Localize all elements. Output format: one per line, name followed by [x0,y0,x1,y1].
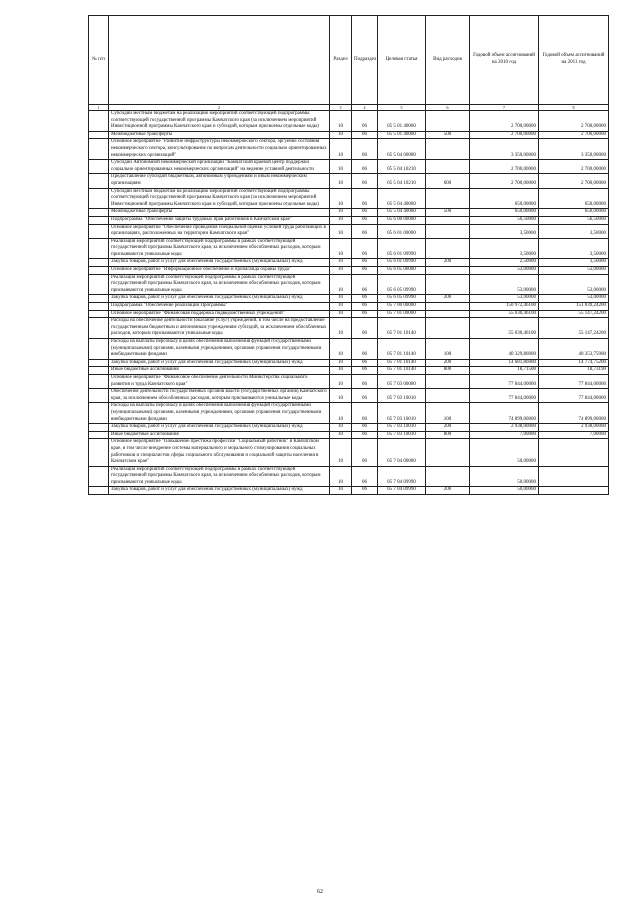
column-number: 4 [352,105,378,111]
row-name-cell: Субсидии Автономной некоммерческой организации "Камчатский краевой центр поддержки социально ориентированных некоммерческих организаций" на ведение уставной деятельности [109,160,330,174]
row-number-cell [89,303,109,311]
header-expense-type: Вид расходов [426,16,470,105]
row-name-cell: Закупка товаров, работ и услуг для обеспечения государственных (муниципальных) нужд [109,359,330,367]
row-name-cell: Основное мероприятие "Финансовая поддержка подведомственных учреждений" [109,310,330,318]
row-subsection-cell: 06 [352,424,378,432]
row-expense-type-cell [426,466,470,487]
row-volume-2011-cell [539,487,609,495]
row-target-article-cell: 05 6 01 09990 [378,259,426,267]
row-section-cell: 10 [330,359,352,367]
row-expense-type-cell [426,224,470,238]
row-name-cell: Субсидии местным бюджетам на реализацию мероприятий соответствующей подпрограммы соответствующей государственной программы Камчатского края (за исключением мероприятий Инвестиционной программы Камчатского края и субсидий, которым присвоены отдельные коды) [109,111,330,132]
row-number-cell [89,224,109,238]
row-volume-2010-cell: 56,50000 [470,216,539,224]
row-name-cell: Расходы на выплаты персоналу в целях обеспечения выполнения функций государственными (муниципальными) органами, казенными учреждениями, органами управления государственными внебюджетными фондами [109,403,330,424]
row-volume-2010-cell: 74 899,00000 [470,403,539,424]
row-expense-type-cell [426,318,470,339]
table-row [89,466,609,487]
header-target-article: Целевая статья [378,16,426,105]
row-target-article-cell: 05 7 04 09990 [378,487,426,495]
row-volume-2010-cell: 2,50000 [470,259,539,267]
row-section-cell: 10 [330,131,352,139]
row-section-cell: 10 [330,374,352,388]
row-section-cell: 10 [330,295,352,303]
row-target-article-cell: 05 6 01 09990 [378,238,426,259]
row-number-cell [89,439,109,466]
row-volume-2010-cell: 55 030,46100 [470,318,539,339]
row-volume-2011-cell [539,439,609,466]
row-volume-2011-cell: 40 353,75900 [539,339,609,360]
row-name-cell: Расходы на обеспечение деятельности (оказание услуг) учреждений, в том числе на предоставление государственным бюджетным и автономным учреждениям субсидий, за исключением обособленных расходов, которым присваиваются уникальные коды [109,318,330,339]
row-expense-type-cell [426,389,470,403]
row-section-cell: 10 [330,188,352,209]
row-expense-type-cell [426,303,470,311]
row-target-article-cell: 05 7 04 00000 [378,439,426,466]
row-name-cell: Субсидии местным бюджетам на реализацию мероприятий соответствующей подпрограммы соответствующей государственной программы Камчатского края (за исключением мероприятий Инвестиционной программы Камчатского края и субсидий, которым присвоены отдельные коды) [109,188,330,209]
row-section-cell: 10 [330,318,352,339]
row-section-cell: 10 [330,238,352,259]
row-volume-2010-cell: 650,00000 [470,188,539,209]
row-number-cell [89,359,109,367]
row-expense-type-cell [426,238,470,259]
row-target-article-cell: 05 7 03 10010 [378,403,426,424]
row-target-article-cell: 05 6 00 00000 [378,216,426,224]
row-number-cell [89,259,109,267]
row-number-cell [89,310,109,318]
row-volume-2011-cell: 3,50000 [539,259,609,267]
row-name-cell: Иные бюджетные ассигнования [109,431,330,439]
row-subsection-cell: 06 [352,367,378,375]
header-volume-2010: Годовой объем ассигнований на 2010 год [470,16,539,105]
row-target-article-cell: 05 5 04 10210 [378,160,426,174]
row-number-cell [89,295,109,303]
row-expense-type-cell [426,139,470,160]
row-subsection-cell: 06 [352,466,378,487]
table-row [89,303,609,311]
row-target-article-cell: 05 7 03 10010 [378,389,426,403]
table-row [89,318,609,339]
row-section-cell: 10 [330,389,352,403]
row-volume-2011-cell: 3,50000 [539,238,609,259]
row-name-cell: Расходы на выплаты персоналу в целях обеспечения выполнения функций государственными (муниципальными) органами, казенными учреждениями, органами управления государственными внебюджетными фондами [109,339,330,360]
row-volume-2011-cell: 2 700,00000 [539,131,609,139]
header-volume-2011: Годовой объем ассигнований на 2011 год [539,16,609,105]
row-expense-type-cell [426,216,470,224]
row-volume-2011-cell [539,466,609,487]
table-row [89,209,609,217]
row-subsection-cell: 06 [352,310,378,318]
row-number-cell [89,431,109,439]
row-section-cell: 10 [330,367,352,375]
row-target-article-cell: 05 7 00 00000 [378,303,426,311]
row-volume-2010-cell: 2 700,00000 [470,131,539,139]
row-section-cell: 10 [330,274,352,295]
row-expense-type-cell [426,188,470,209]
row-name-cell: Межбюджетные трансферты [109,131,330,139]
row-target-article-cell: 05 7 01 00000 [378,310,426,318]
row-expense-type-cell [426,274,470,295]
row-subsection-cell: 06 [352,111,378,132]
row-number-cell [89,174,109,188]
row-target-article-cell: 05 5 04 00000 [378,139,426,160]
column-number: 6 [426,105,470,111]
table-row [89,131,609,139]
row-name-cell: Реализация мероприятий соответствующей подпрограммы в рамках соответствующей государственной программы Камчатского края, за исключением обособленных расходов, которым присваиваются уникальные коды [109,466,330,487]
row-expense-type-cell [426,267,470,275]
row-number-cell [89,389,109,403]
row-target-article-cell: 05 7 01 10140 [378,359,426,367]
row-number-cell [89,424,109,432]
row-expense-type-cell: 200 [426,359,470,367]
row-target-article-cell: 05 5 01 40060 [378,131,426,139]
table-row [89,174,609,188]
row-volume-2010-cell: 150 972,46100 [470,303,539,311]
row-volume-2011-cell: 3 350,00000 [539,139,609,160]
table-row [89,367,609,375]
row-volume-2010-cell: 2 938,00000 [470,424,539,432]
row-volume-2011-cell: 7,00000 [539,431,609,439]
row-section-cell: 10 [330,303,352,311]
row-name-cell: Основное мероприятие "Развитие инфраструктуры некоммерческого сектора, эргуе​ние состояния некоммерческого сектора, консультирование по вопросам деятельности социально ориентированных некоммерческих организаций" [109,139,330,160]
row-subsection-cell: 06 [352,487,378,495]
row-section-cell: 10 [330,139,352,160]
row-number-cell [89,267,109,275]
row-expense-type-cell [426,160,470,174]
row-target-article-cell: 05 7 04 09990 [378,466,426,487]
row-expense-type-cell: 800 [426,367,470,375]
row-expense-type-cell [426,374,470,388]
row-section-cell: 10 [330,487,352,495]
table-row [89,267,609,275]
row-number-cell [89,111,109,132]
row-name-cell: Основное мероприятие "Обеспечение проведения специальной оценки условий труда работающих в организациях, расположенных на территории Камчатского края" [109,224,330,238]
table-row [89,424,609,432]
page-number: 62 [317,889,323,895]
row-name-cell: Основное мероприятие "Информационное обеспечение и пропаганда охраны труда" [109,267,330,275]
row-volume-2010-cell: 2 700,00000 [470,111,539,132]
table-row [89,487,609,495]
row-volume-2011-cell: 74 899,00000 [539,403,609,424]
table-row [89,238,609,259]
row-volume-2011-cell: 53,00000 [539,274,609,295]
table-row [89,274,609,295]
row-section-cell: 10 [330,209,352,217]
row-volume-2010-cell: 7,00000 [470,431,539,439]
row-target-article-cell: 05 5 04 10210 [378,174,426,188]
table-row [89,389,609,403]
row-volume-2010-cell: 77 844,00000 [470,374,539,388]
row-number-cell [89,487,109,495]
column-number: 2 [109,105,330,111]
row-target-article-cell: 05 7 01 10140 [378,318,426,339]
row-subsection-cell: 06 [352,359,378,367]
row-volume-2010-cell: 77 844,00000 [470,389,539,403]
table-row [89,431,609,439]
row-name-cell: Закупка товаров, работ и услуг для обеспечения государственных (муниципальных) нужд [109,424,330,432]
table-row [89,339,609,360]
row-subsection-cell: 06 [352,295,378,303]
row-number-cell [89,216,109,224]
table-row [89,310,609,318]
row-volume-2010-cell: 18,71500 [470,367,539,375]
row-volume-2010-cell: 50,00000 [470,487,539,495]
row-subsection-cell: 06 [352,267,378,275]
row-section-cell: 10 [330,111,352,132]
row-subsection-cell: 06 [352,339,378,360]
row-name-cell: Реализация мероприятий соответствующей подпрограммы в рамках соответствующей государственной программы Камчатского края, за исключением обособленных расходов, которым присваиваются уникальные коды [109,274,330,295]
row-volume-2011-cell: 2 700,00000 [539,111,609,132]
row-name-cell: Подпрограмма "Обеспечение реализации Программы" [109,303,330,311]
row-number-cell [89,131,109,139]
table-row [89,403,609,424]
row-expense-type-cell: 200 [426,487,470,495]
row-section-cell: 10 [330,160,352,174]
row-section-cell: 10 [330,439,352,466]
row-volume-2010-cell: 2 700,00000 [470,160,539,174]
row-target-article-cell: 05 7 03 00000 [378,374,426,388]
row-subsection-cell: 06 [352,209,378,217]
row-number-cell [89,274,109,295]
row-target-article-cell: 05 5 01 40060 [378,111,426,132]
row-subsection-cell: 06 [352,188,378,209]
row-subsection-cell: 06 [352,216,378,224]
table-row [89,359,609,367]
row-volume-2011-cell: 77 844,00000 [539,389,609,403]
column-number: 5 [378,105,426,111]
table-row [89,160,609,174]
table-header-row [89,16,609,105]
row-subsection-cell: 06 [352,139,378,160]
row-name-cell: Иные бюджетные ассигнования [109,367,330,375]
row-volume-2011-cell: 77 844,00000 [539,374,609,388]
row-subsection-cell: 06 [352,374,378,388]
table-row [89,216,609,224]
table-row [89,139,609,160]
row-target-article-cell: 05 5 04 40060 [378,188,426,209]
row-volume-2010-cell: 14 681,86000 [470,359,539,367]
column-number: 8 [539,105,609,111]
row-subsection-cell: 06 [352,224,378,238]
row-volume-2011-cell: 53,00000 [539,295,609,303]
row-number-cell [89,209,109,217]
row-subsection-cell: 06 [352,403,378,424]
row-subsection-cell: 06 [352,174,378,188]
row-volume-2011-cell: 14 774,75200 [539,359,609,367]
row-volume-2010-cell: 3,50000 [470,224,539,238]
row-subsection-cell: 06 [352,274,378,295]
row-target-article-cell: 05 6 01 00000 [378,224,426,238]
row-volume-2010-cell: 55 030,46100 [470,310,539,318]
row-volume-2010-cell: 50,00000 [470,439,539,466]
table-row [89,224,609,238]
row-number-cell [89,318,109,339]
row-number-cell [89,339,109,360]
column-number: 1 [89,105,109,111]
row-name-cell: Межбюджетные трансферты [109,209,330,217]
table-row [89,439,609,466]
header-name [109,16,330,105]
row-volume-2010-cell: 2 700,00000 [470,174,539,188]
table-body [89,111,609,495]
row-volume-2011-cell: 3,50000 [539,224,609,238]
row-expense-type-cell: 200 [426,295,470,303]
row-expense-type-cell: 200 [426,259,470,267]
row-target-article-cell: 05 6 05 00000 [378,267,426,275]
row-target-article-cell: 05 5 04 40060 [378,209,426,217]
table-row [89,259,609,267]
row-expense-type-cell [426,439,470,466]
row-expense-type-cell [426,111,470,132]
row-number-cell [89,139,109,160]
row-number-cell [89,188,109,209]
row-section-cell: 10 [330,224,352,238]
table-row [89,374,609,388]
row-volume-2011-cell: 650,00000 [539,188,609,209]
row-target-article-cell: 05 7 01 10140 [378,339,426,360]
row-volume-2010-cell: 3 350,00000 [470,139,539,160]
row-volume-2011-cell: 2 938,00000 [539,424,609,432]
row-name-cell: Основное мероприятие "Финансовое обеспечение деятельности Министерства социального развития и труда Камчатского края" [109,374,330,388]
row-subsection-cell: 06 [352,160,378,174]
row-volume-2010-cell: 53,00000 [470,295,539,303]
row-volume-2011-cell: 55 147,24200 [539,318,609,339]
row-subsection-cell: 06 [352,318,378,339]
row-target-article-cell: 05 7 03 10010 [378,424,426,432]
row-volume-2010-cell: 50,00000 [470,466,539,487]
row-target-article-cell: 05 7 03 10010 [378,431,426,439]
row-expense-type-cell: 600 [426,174,470,188]
row-target-article-cell: 05 7 01 10140 [378,367,426,375]
row-section-cell: 10 [330,424,352,432]
row-subsection-cell: 06 [352,389,378,403]
row-name-cell: Основное мероприятие "Повышение престижа профессии "Социальный работник" в Камчатском крае, в том числе внедрение системы материального и морального стимулирования социальных работников и специалистов сферы социального обслуживания и социальной защиты населения в Камчатском крае" [109,439,330,466]
row-volume-2010-cell: 3,50000 [470,238,539,259]
row-number-cell [89,160,109,174]
row-volume-2010-cell: 40 329,86000 [470,339,539,360]
row-subsection-cell: 06 [352,131,378,139]
row-volume-2011-cell: 53,00000 [539,267,609,275]
row-name-cell: Реализация мероприятий соответствующей подпрограммы в рамках соответствующей государственной программы Камчатского края, за исключением обособленных расходов, которым присваиваются уникальные коды [109,238,330,259]
row-section-cell: 10 [330,310,352,318]
column-number: 7 [470,105,539,111]
row-expense-type-cell: 100 [426,403,470,424]
row-name-cell: Закупка товаров, работ и услуг для обеспечения государственных (муниципальных) нужд [109,295,330,303]
row-subsection-cell: 06 [352,259,378,267]
row-volume-2011-cell: 18,73190 [539,367,609,375]
table-row [89,295,609,303]
row-subsection-cell: 06 [352,238,378,259]
column-number: 3 [330,105,352,111]
row-section-cell: 10 [330,431,352,439]
row-section-cell: 10 [330,267,352,275]
row-volume-2011-cell: 55 147,24200 [539,310,609,318]
row-number-cell [89,374,109,388]
row-section-cell: 10 [330,216,352,224]
row-section-cell: 10 [330,174,352,188]
row-expense-type-cell [426,310,470,318]
row-expense-type-cell: 500 [426,131,470,139]
row-number-cell [89,403,109,424]
row-name-cell: Закупка товаров, работ и услуг для обеспечения государственных (муниципальных) нужд [109,259,330,267]
row-number-cell [89,238,109,259]
row-volume-2011-cell: 56,50000 [539,216,609,224]
row-volume-2010-cell: 650,00000 [470,209,539,217]
row-expense-type-cell: 500 [426,209,470,217]
row-target-article-cell: 05 6 05 09990 [378,295,426,303]
row-name-cell: Подпрограмма "Обеспечение защиты трудовых прав работников в Камчатском крае" [109,216,330,224]
row-number-cell [89,466,109,487]
row-target-article-cell: 05 6 05 09990 [378,274,426,295]
header-subsection: Подраздел [352,16,378,105]
row-expense-type-cell: 800 [426,431,470,439]
row-section-cell: 10 [330,339,352,360]
row-subsection-cell: 06 [352,431,378,439]
row-section-cell: 10 [330,403,352,424]
budget-table-sheet [88,15,608,495]
row-volume-2010-cell: 53,00000 [470,267,539,275]
row-volume-2010-cell: 53,00000 [470,274,539,295]
row-expense-type-cell: 100 [426,339,470,360]
row-name-cell: Обеспечение деятельности государственных органов власти (государственных органов) Камчатского края, за исключением обособленных расходов, которым присваиваются уникальные коды [109,389,330,403]
row-subsection-cell: 06 [352,439,378,466]
row-expense-type-cell: 200 [426,424,470,432]
header-section: Раздел [330,16,352,105]
row-subsection-cell: 06 [352,303,378,311]
row-volume-2011-cell: 151 039,24200 [539,303,609,311]
row-section-cell: 10 [330,466,352,487]
row-volume-2011-cell: 2 700,00000 [539,160,609,174]
table-row [89,111,609,132]
row-section-cell: 10 [330,259,352,267]
table-row [89,188,609,209]
row-name-cell: Закупка товаров, работ и услуг для обеспечения государственных (муниципальных) нужд [109,487,330,495]
row-number-cell [89,367,109,375]
budget-table [88,15,609,495]
row-volume-2011-cell: 2 700,00000 [539,174,609,188]
header-number: № п/п [89,16,109,105]
row-name-cell: Предоставление субсидий бюджетным, автономным учреждениям и иным некоммерческим организациям [109,174,330,188]
row-volume-2011-cell: 650,00000 [539,209,609,217]
